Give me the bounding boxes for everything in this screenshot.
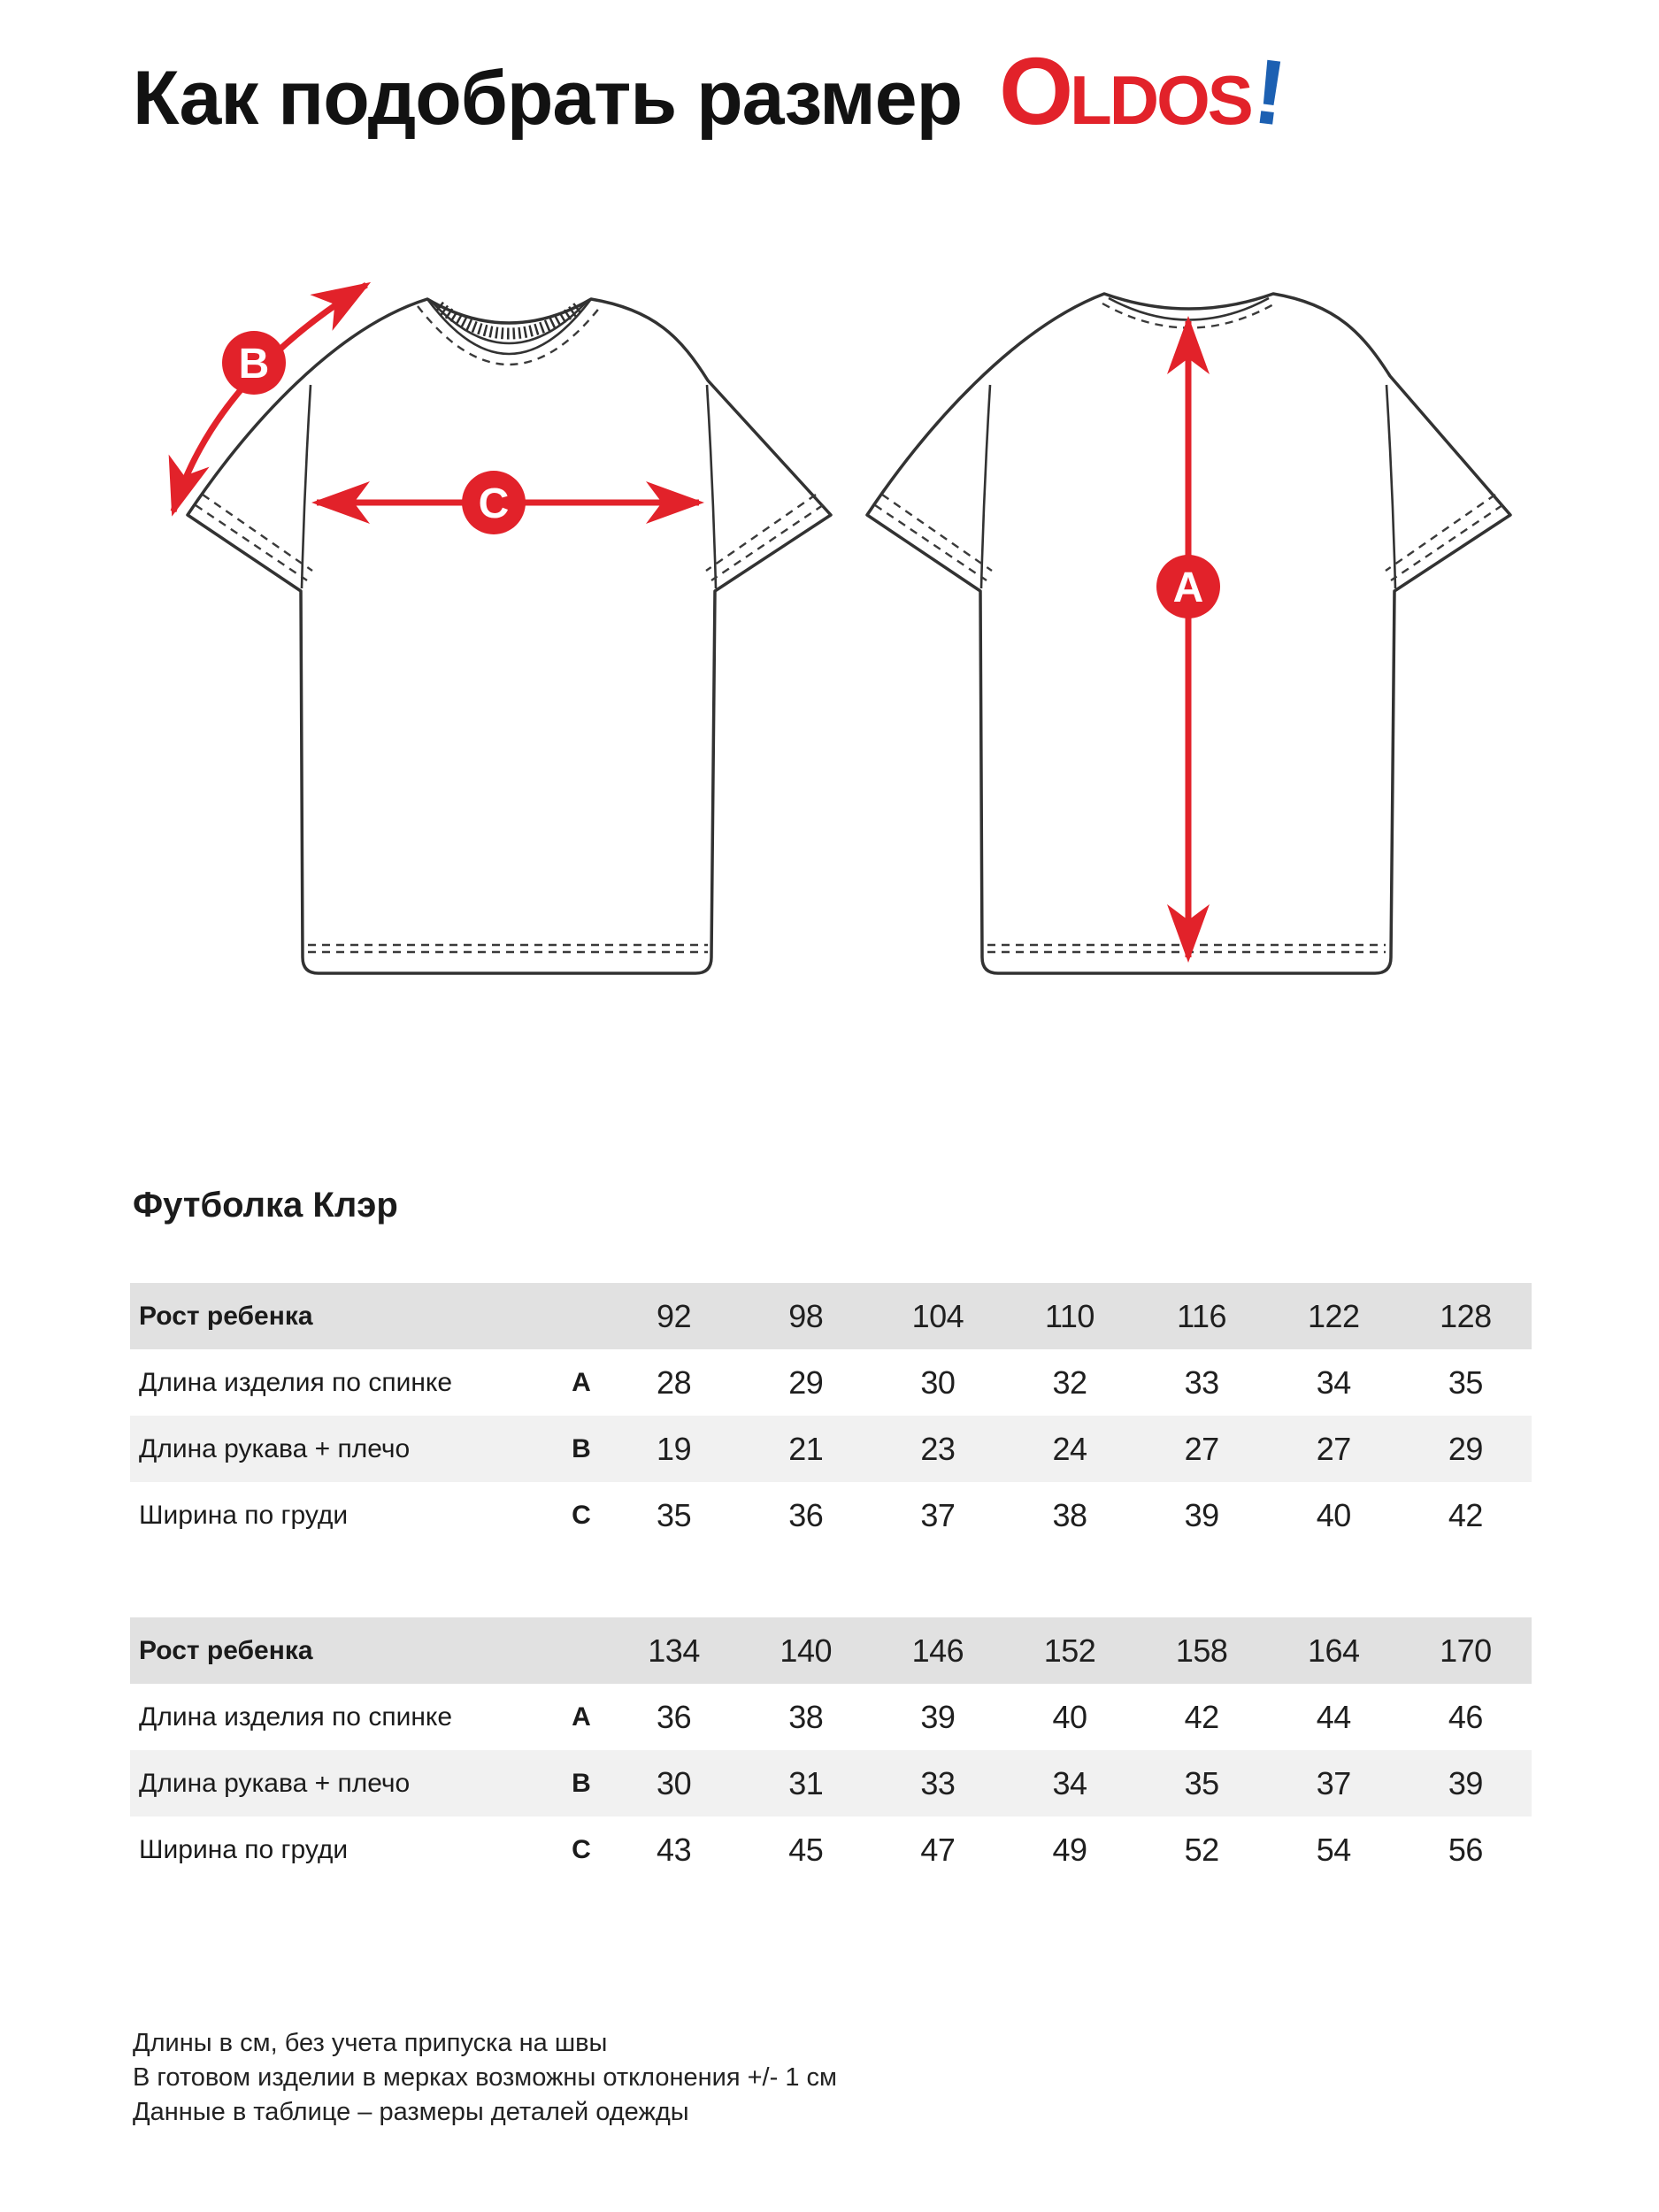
row-letter: B [572, 1433, 591, 1463]
cell-value: 35 [1184, 1764, 1219, 1801]
tshirt-front-sketch [188, 299, 831, 973]
footnote-line: Длины в см, без учета припуска на швы [133, 2029, 608, 2057]
cell-value: 38 [788, 1698, 824, 1735]
cell-value: 45 [788, 1831, 824, 1868]
logo-letters-ldos: LDOS [1070, 61, 1251, 139]
cell-value: 33 [920, 1764, 956, 1801]
logo-letter-o: O [999, 37, 1071, 144]
badge-a-letter: A [1172, 565, 1204, 611]
badge-c [462, 471, 526, 534]
cell-value: 23 [920, 1430, 956, 1467]
table-row [130, 1482, 1532, 1548]
size-value: 158 [1175, 1632, 1228, 1669]
footnote-line: Данные в таблице – размеры деталей одежды [133, 2098, 689, 2126]
row-letter: A [572, 1701, 591, 1732]
cell-value: 35 [1448, 1363, 1483, 1401]
size-value: 98 [788, 1297, 824, 1334]
size-value: 116 [1177, 1297, 1227, 1334]
cell-value: 37 [1316, 1764, 1351, 1801]
size-value: 122 [1307, 1297, 1360, 1334]
size-table-large [130, 1617, 1532, 1883]
size-value: 152 [1043, 1632, 1096, 1669]
size-table-small [130, 1283, 1532, 1548]
size-value: 104 [911, 1297, 964, 1334]
cell-value: 30 [657, 1764, 692, 1801]
size-value: 92 [657, 1297, 692, 1334]
cell-value: 28 [657, 1363, 692, 1401]
cell-value: 36 [657, 1698, 692, 1735]
row-label: Ширина по груди [139, 1834, 349, 1864]
cell-value: 21 [788, 1430, 824, 1467]
page-title: Как подобрать размер [133, 56, 963, 141]
table-header-row [130, 1283, 1532, 1349]
size-value: 128 [1440, 1297, 1492, 1334]
table-row [130, 1684, 1532, 1750]
cell-value: 40 [1052, 1698, 1087, 1735]
cell-value: 43 [657, 1831, 692, 1868]
cell-value: 35 [657, 1496, 692, 1533]
logo-exclamation: ! [1248, 40, 1292, 146]
row-letter: C [572, 1834, 591, 1864]
cell-value: 27 [1316, 1430, 1351, 1467]
cell-value: 54 [1316, 1831, 1351, 1868]
size-value: 110 [1045, 1297, 1094, 1334]
cell-value: 56 [1448, 1831, 1483, 1868]
cell-value: 34 [1052, 1764, 1087, 1801]
table-row [130, 1816, 1532, 1883]
tshirt-measurement-diagram [0, 0, 1659, 1026]
cell-value: 37 [920, 1496, 956, 1533]
row-letter: C [572, 1500, 591, 1530]
badge-b-letter: B [238, 341, 270, 388]
cell-value: 24 [1052, 1430, 1087, 1467]
size-value: 170 [1440, 1632, 1492, 1669]
cell-value: 30 [920, 1363, 956, 1401]
cell-value: 32 [1052, 1363, 1087, 1401]
badge-c-letter: C [478, 480, 510, 527]
cell-value: 39 [920, 1698, 956, 1735]
cell-value: 39 [1184, 1496, 1219, 1533]
cell-value: 46 [1448, 1698, 1483, 1735]
row-label: Длина рукава + плечо [139, 1768, 411, 1798]
table-row [130, 1750, 1532, 1816]
footnote-line: В готовом изделии в мерках возможны отклонения +/- 1 см [133, 2063, 837, 2092]
cell-value: 42 [1448, 1496, 1483, 1533]
cell-value: 34 [1316, 1363, 1351, 1401]
cell-value: 36 [788, 1496, 824, 1533]
header-label: Рост ребенка [139, 1301, 313, 1331]
table-row [130, 1416, 1532, 1482]
product-name: Футболка Клэр [133, 1186, 398, 1225]
row-letter: B [572, 1768, 591, 1798]
cell-value: 27 [1184, 1430, 1219, 1467]
table-header-row [130, 1617, 1532, 1684]
cell-value: 40 [1316, 1496, 1351, 1533]
cell-value: 31 [788, 1764, 824, 1801]
cell-value: 42 [1184, 1698, 1219, 1735]
cell-value: 29 [1448, 1430, 1483, 1467]
row-label: Длина изделия по спинке [139, 1701, 453, 1732]
cell-value: 52 [1184, 1831, 1219, 1868]
cell-value: 19 [657, 1430, 692, 1467]
size-value: 146 [911, 1632, 964, 1669]
cell-value: 44 [1316, 1698, 1351, 1735]
size-value: 164 [1307, 1632, 1360, 1669]
header-label: Рост ребенка [139, 1635, 313, 1665]
cell-value: 49 [1052, 1831, 1087, 1868]
row-label: Длина изделия по спинке [139, 1367, 453, 1397]
row-label: Длина рукава + плечо [139, 1433, 411, 1463]
table-row [130, 1349, 1532, 1416]
cell-value: 33 [1184, 1363, 1219, 1401]
size-value: 134 [648, 1632, 700, 1669]
badge-b [222, 331, 286, 395]
row-label: Ширина по груди [139, 1500, 349, 1530]
row-letter: A [572, 1367, 591, 1397]
badge-a [1156, 555, 1220, 618]
footnotes [133, 2026, 837, 2130]
size-value: 140 [780, 1632, 832, 1669]
cell-value: 47 [920, 1831, 956, 1868]
cell-value: 39 [1448, 1764, 1483, 1801]
cell-value: 29 [788, 1363, 824, 1401]
cell-value: 38 [1052, 1496, 1087, 1533]
